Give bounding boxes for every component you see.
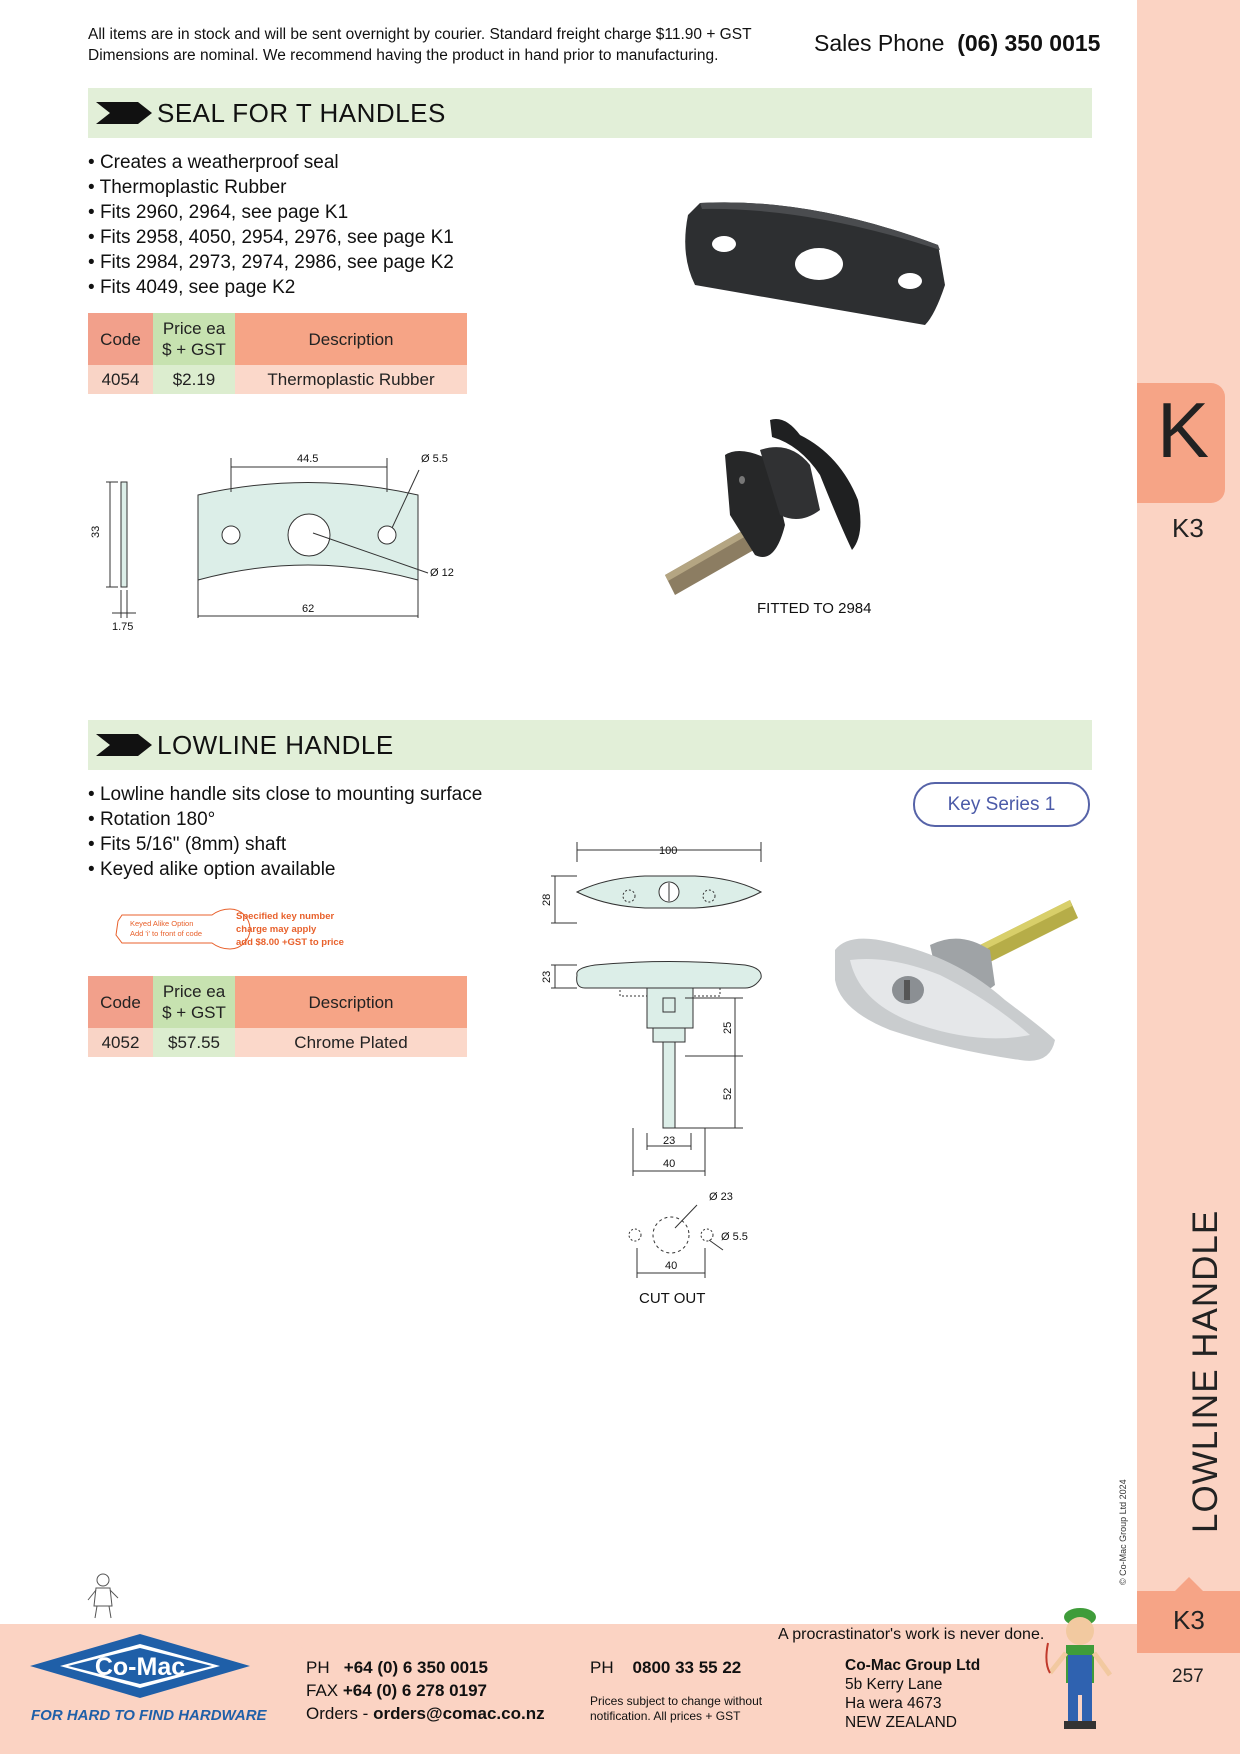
section-banner-lowline bbox=[88, 720, 1092, 770]
header-price-line2: $ + GST bbox=[162, 340, 226, 359]
dim-label: 52 bbox=[722, 1087, 734, 1100]
dim-label: Ø 5.5 bbox=[421, 453, 448, 465]
stock-note-line1: All items are in stock and will be sent overnight by courier. Standard freight charge $11.90 + GST bbox=[88, 26, 752, 43]
feature-list bbox=[88, 782, 482, 882]
feature-list bbox=[88, 150, 454, 300]
sales-phone-label: Sales Phone bbox=[814, 30, 945, 56]
stock-note bbox=[88, 24, 752, 66]
cell-price: $2.19 bbox=[153, 365, 235, 394]
header-price-line2: $ + GST bbox=[162, 1003, 226, 1022]
logo-tagline: FOR HARD TO FIND HARDWARE bbox=[31, 1707, 267, 1724]
copyright-note: © Co-Mac Group Ltd 2024 bbox=[1118, 1479, 1128, 1585]
sales-phone-number[interactable]: (06) 350 0015 bbox=[957, 30, 1101, 56]
cut-out-caption: CUT OUT bbox=[639, 1290, 706, 1307]
bottom-tab-code: K3 bbox=[1173, 1605, 1205, 1635]
bottom-tab bbox=[1137, 1591, 1240, 1653]
address-line1: 5b Kerry Lane bbox=[845, 1676, 943, 1693]
section-title: LOWLINE HANDLE bbox=[157, 730, 394, 760]
list-item: • Keyed alike option available bbox=[88, 857, 482, 882]
key-tag-line1: Keyed Alike Option bbox=[130, 919, 194, 928]
seal-center-hole bbox=[795, 248, 843, 280]
orders-email[interactable]: orders@comac.co.nz bbox=[373, 1704, 545, 1723]
dim-label: Ø 12 bbox=[430, 567, 454, 579]
table-row[interactable] bbox=[88, 365, 467, 394]
section-banner-seal bbox=[88, 88, 1092, 138]
disclaimer-line2: notification. All prices + GST bbox=[590, 1709, 741, 1723]
header-price bbox=[153, 313, 235, 365]
section-tab bbox=[1137, 383, 1225, 503]
ph-label: PH bbox=[306, 1658, 330, 1677]
key-note-line1: Specified key number bbox=[236, 911, 335, 922]
cell-code: 4054 bbox=[88, 365, 153, 394]
list-item: • Fits 5/16" (8mm) shaft bbox=[88, 832, 482, 857]
dim-label: Ø 23 bbox=[709, 1191, 733, 1203]
fax-number[interactable]: +64 (0) 6 278 0197 bbox=[342, 1681, 488, 1700]
sidebar-page-code: K3 bbox=[1172, 513, 1204, 543]
contact-orders bbox=[306, 1702, 545, 1725]
header-code: Code bbox=[88, 976, 153, 1028]
header-description: Description bbox=[235, 313, 467, 365]
price-disclaimer bbox=[590, 1694, 762, 1724]
cell-code: 4052 bbox=[88, 1028, 153, 1057]
orders-label: Orders - bbox=[306, 1704, 369, 1723]
address-line2: Ha wera 4673 bbox=[845, 1695, 942, 1712]
dim-label: Ø 5.5 bbox=[721, 1231, 748, 1243]
seal-technical-drawing bbox=[88, 440, 478, 640]
dim-label: 23 bbox=[663, 1135, 676, 1147]
stock-note-line2: Dimensions are nominal. We recommend having the product in hand prior to manufacturing. bbox=[88, 47, 719, 64]
dim-label: 44.5 bbox=[297, 453, 319, 465]
key-note-line3: add $8.00 +GST to price bbox=[236, 937, 344, 948]
section-title: SEAL FOR T HANDLES bbox=[157, 98, 446, 128]
ph-number[interactable]: +64 (0) 6 350 0015 bbox=[343, 1658, 488, 1677]
dim-label: 62 bbox=[302, 603, 315, 615]
list-item: • Fits 4049, see page K2 bbox=[88, 275, 454, 300]
table-header-row bbox=[88, 313, 467, 365]
contact-phone bbox=[306, 1656, 488, 1679]
price-table bbox=[88, 976, 467, 1057]
key-note-line2: charge may apply bbox=[236, 924, 317, 935]
footer-motto: A procrastinator's work is never done. bbox=[778, 1626, 1045, 1643]
list-item: • Thermoplastic Rubber bbox=[88, 175, 454, 200]
list-item: • Creates a weatherproof seal bbox=[88, 150, 454, 175]
header-price-line1: Price ea bbox=[162, 319, 226, 338]
price-table bbox=[88, 313, 467, 394]
dim-label: 40 bbox=[663, 1158, 676, 1170]
contact-freephone bbox=[590, 1656, 741, 1679]
contact-fax bbox=[306, 1679, 487, 1702]
header-code: Code bbox=[88, 313, 153, 365]
list-item: • Fits 2984, 2973, 2974, 2986, see page K2 bbox=[88, 250, 454, 275]
photo-caption: FITTED TO 2984 bbox=[757, 600, 872, 617]
tab-notch bbox=[1175, 1577, 1203, 1591]
header-description: Description bbox=[235, 976, 467, 1028]
list-item: • Lowline handle sits close to mounting surface bbox=[88, 782, 482, 807]
dim-label: 25 bbox=[722, 1021, 734, 1034]
table-header-row bbox=[88, 976, 467, 1028]
cell-description: Thermoplastic Rubber bbox=[235, 365, 467, 394]
header-price-line1: Price ea bbox=[162, 982, 226, 1001]
address-line3: NEW ZEALAND bbox=[845, 1714, 957, 1731]
cell-description: Chrome Plated bbox=[235, 1028, 467, 1057]
dim-label: 100 bbox=[659, 845, 678, 857]
arrow-chevron-icon bbox=[96, 734, 152, 756]
list-item: • Rotation 180° bbox=[88, 807, 482, 832]
seal-hole bbox=[712, 236, 736, 252]
section-tab-letter: K bbox=[1157, 386, 1210, 474]
sidebar-section-title: LOWLINE HANDLE bbox=[1186, 1209, 1225, 1533]
list-item: • Fits 2960, 2964, see page K1 bbox=[88, 200, 454, 225]
dim-label: 33 bbox=[90, 525, 102, 538]
list-item: • Fits 2958, 4050, 2954, 2976, see page K1 bbox=[88, 225, 454, 250]
key-series-badge[interactable]: Key Series 1 bbox=[913, 782, 1090, 827]
ph2-label: PH bbox=[590, 1658, 614, 1677]
disclaimer-line1: Prices subject to change without bbox=[590, 1694, 763, 1708]
company-name: Co-Mac Group Ltd bbox=[845, 1657, 981, 1674]
lowline-handle-photo bbox=[830, 890, 1080, 1070]
mascot-sketch-icon bbox=[86, 1570, 120, 1620]
cell-price: $57.55 bbox=[153, 1028, 235, 1057]
dim-label: 28 bbox=[541, 893, 553, 906]
dim-label: 40 bbox=[665, 1260, 678, 1272]
footer-logo-panel bbox=[0, 1624, 310, 1754]
header-price bbox=[153, 976, 235, 1028]
company-address bbox=[845, 1656, 980, 1732]
dim-label: 23 bbox=[541, 970, 553, 983]
t-handle-photo bbox=[660, 415, 960, 595]
arrow-chevron-icon bbox=[96, 102, 152, 124]
lowline-technical-drawing bbox=[541, 838, 785, 1308]
mascot-figure-icon bbox=[1040, 1603, 1120, 1733]
seal-photo bbox=[670, 195, 960, 335]
fax-label: FAX bbox=[306, 1681, 339, 1700]
table-row[interactable] bbox=[88, 1028, 467, 1057]
page-number: 257 bbox=[1172, 1666, 1204, 1687]
logo-text: Co-Mac bbox=[94, 1653, 186, 1681]
dim-label: 1.75 bbox=[112, 621, 134, 633]
ph2-number[interactable]: 0800 33 55 22 bbox=[632, 1658, 742, 1677]
key-tag-line2: Add 'i' to front of code bbox=[130, 929, 203, 938]
seal-hole bbox=[898, 273, 922, 289]
sales-phone bbox=[814, 30, 1100, 57]
keyed-alike-option bbox=[112, 905, 372, 955]
